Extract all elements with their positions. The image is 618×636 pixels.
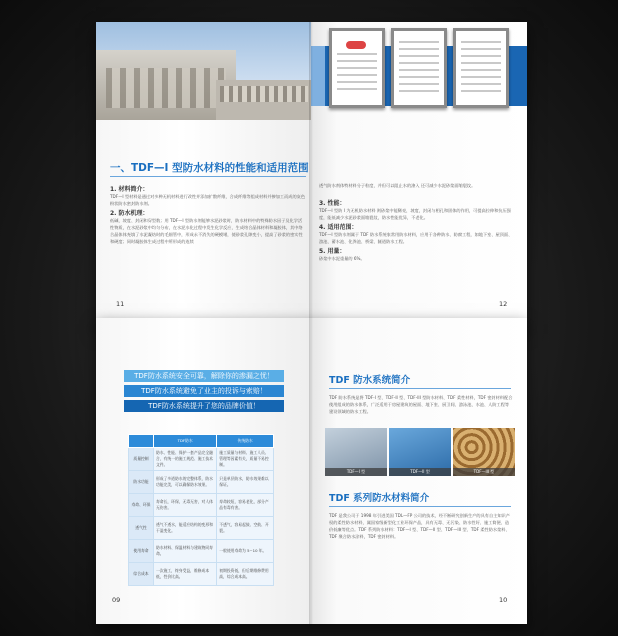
table-row	[129, 471, 274, 494]
section-text: 低碱、坡度、封闭和穿型数；用 TDF—I 型防水剂能够水泥砂浆时，防水材料中的特殊防水因子及化学活性物质，在水泥砂浆中均匀分布，在水泥水化过程中发生化学反应，生成络合晶体材料和凝胶体，其中络合晶体体充填了水泥凝结时的毛细管中，形成永不消失的硬模堵，使砂浆孔隙变小，提高了砂浆的密实性和硬度；同时凝胶体生成过程中所形成的连续	[110, 218, 303, 244]
page-09	[96, 318, 311, 624]
table-header-row	[129, 435, 274, 448]
page-10	[311, 318, 527, 624]
table-cell-category: 质量控制	[129, 448, 154, 471]
table-cell-tdf: 透气不透水，能适应结构的变形和干湿变化。	[154, 517, 217, 540]
page-11	[96, 22, 311, 328]
slogan-banner: TDF防水系统安全可靠，解除你的渗漏之忧！	[124, 370, 284, 382]
table-cell-traditional: 不透气，容易起鼓、空鼓、开裂。	[217, 517, 274, 540]
table-cell-tdf: 寿命长，环保，无毒无害，对人体无伤害。	[154, 494, 217, 517]
table-cell-category: 使用寿命	[129, 540, 154, 563]
table-cell-traditional: 施工质量与材料、施工人员、管理等因素有关，质量不易控制。	[217, 448, 274, 471]
section-heading: TDF 系列防水材料简介	[329, 493, 430, 504]
page-heading: 一、TDF—I 型防水材料的性能和适用范围	[110, 162, 309, 174]
section-title: 1. 材料简介：	[110, 186, 149, 193]
section-mechanism	[110, 208, 305, 245]
page-12	[311, 22, 527, 328]
heading-divider	[110, 176, 306, 177]
table-cell-tdf: 防水、性能、保护一套产品完全融合，有统一的施工规范、施工技术文件。	[154, 448, 217, 471]
spine-shadow	[309, 318, 313, 624]
table-row	[129, 563, 274, 586]
section-text: TDF 防水系统是将 TDF-I 型、TDF-II 型、TDF-III 型防水材料、TDF 柔性材料，TDF 密封材料配合使用组成的防水体系，广泛适用于房屋建筑的屋面、地下室、厨卫间、游泳池、水池、人防工程等建设领域的防水工程。	[329, 395, 513, 414]
section-text: TDF—I 型防水剂属于 TDF 防水系统家常用防水材料，应用于各种防水、防腐工程，如地下室、屋顶面、游池、蓄水池、化粪池、桥梁、隧道防水工程。	[319, 232, 513, 244]
product-photo	[389, 428, 451, 476]
section-intro	[110, 184, 305, 207]
slogan-banner: TDF防水系统避免了业主的投诉与索赔！	[124, 385, 284, 397]
certificate-image	[329, 28, 385, 108]
certificate-image	[453, 28, 509, 108]
table-cell-tdf: 一次施工，终身受益，维修成本低，性价比高。	[154, 563, 217, 586]
brochure-spread-top	[96, 22, 527, 328]
table-row	[129, 494, 274, 517]
section-dosage	[319, 246, 515, 262]
page-number: 10	[499, 596, 508, 604]
building-wing-image	[216, 80, 311, 120]
page-number: 09	[112, 596, 121, 604]
building-image	[96, 50, 236, 120]
section-text: TDF—I 型防 I 为无机防水材料 则砂浆中能稀亮，坡度，封闭与相孔和固体的作用，可提高拉伸和抗压强度，能低减少水泥砂浆面缩裂纹，防水性能优异，不老化。	[319, 208, 511, 220]
table-cell-traditional: 一般使用寿命为 5~10 年。	[217, 540, 274, 563]
heading-divider	[329, 506, 511, 507]
table-header-traditional: 传统防水	[217, 435, 274, 448]
table-cell-tdf: 防水材料、保温材料与建筑物同寿命。	[154, 540, 217, 563]
heading-divider	[329, 388, 511, 389]
table-cell-tdf: 形成了多道防水的完整体系，防水功能完美，可以确保防水效果。	[154, 471, 217, 494]
section-text: TDF 是我公司于 1998 年引进美国 TDL—FP 公司的技术，经不断研究创新生产的具有自主知识产权的柔性防水材料，属国家级新型化工业环保产品，具有无毒、无污染、防水性好、施工简便、造价低廉等优点。TDF 系列防水材料：TDF—I 型、TDF—II 型、TDF—III 型、TDF 柔性防水浆料、TDF 聚合防水涂料，TDF 密封材料。	[329, 513, 510, 539]
page-number: 11	[116, 300, 125, 308]
section-title: 5. 用量：	[319, 248, 346, 255]
certificate-image	[391, 28, 447, 108]
photo-caption: TDF—I 型	[325, 468, 387, 476]
section-title: 4. 适用范围：	[319, 224, 358, 231]
table-header-tdf: TDF防水	[154, 435, 217, 448]
product-photo	[453, 428, 515, 476]
table-cell-category: 防水功能	[129, 471, 154, 494]
photo-caption: TDF—II 型	[389, 468, 451, 476]
section-title: 2. 防水机理：	[110, 210, 149, 217]
section-text: TDF—I 型材料是通过对多种无机材料进行改性并添加扩散纤维，合成纤维等组成材料并掺加工而成的灰色粉状防水密封防水剂。	[110, 194, 306, 206]
table-cell-traditional: 初期投资低，但后期维修费用高，综合成本高。	[217, 563, 274, 586]
section-title: 3. 性能：	[319, 200, 346, 207]
spine-shadow	[309, 22, 313, 328]
table-header-blank	[129, 435, 154, 448]
photo-caption: TDF—III 型	[453, 468, 515, 476]
building-photo	[96, 22, 311, 120]
slogan-banner: TDF防水系统提升了您的品牌价值！	[124, 400, 284, 412]
table-cell-category: 透气性	[129, 517, 154, 540]
page-number: 12	[499, 300, 508, 308]
table-cell-traditional: 只是单层防水，防水效果难以保证。	[217, 471, 274, 494]
section-properties	[319, 198, 515, 221]
table-row	[129, 448, 274, 471]
table-cell-traditional: 寿命较短，容易老化，部分产品有毒有害。	[217, 494, 274, 517]
color-band-accent	[311, 46, 325, 106]
section-text: 砂浆中水泥重量的 6%。	[319, 256, 365, 261]
section-heading: TDF 防水系统简介	[329, 375, 411, 386]
table-cell-category: 寿命、环保	[129, 494, 154, 517]
section-scope	[319, 222, 515, 245]
table-cell-category: 综合成本	[129, 563, 154, 586]
comparison-table	[128, 434, 274, 586]
product-photo	[325, 428, 387, 476]
table-row	[129, 517, 274, 540]
intro-text: 透气防水剂体特材料分子粒度，并但可以阻止水的渗入 还可减少水泥砂浆面缩裂纹。	[319, 183, 476, 188]
table-row	[129, 540, 274, 563]
brochure-spread-bottom	[96, 318, 527, 624]
